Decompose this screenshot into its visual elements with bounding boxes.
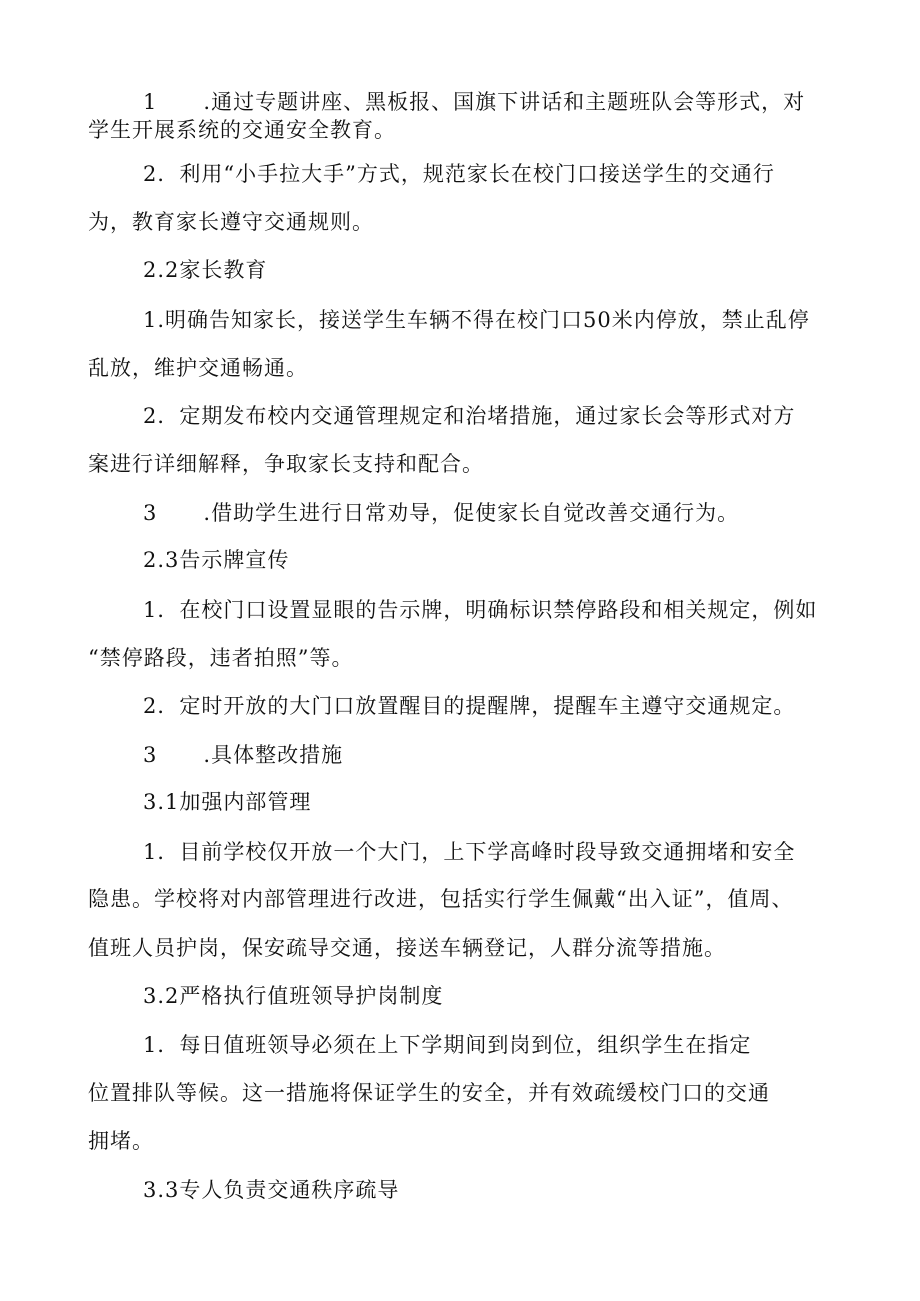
- paragraph-line: 1 .通过专题讲座、黑板报、国旗下讲话和主题班队会等形式，对: [143, 90, 806, 114]
- section-heading: 3.2严格执行值班领导护岗制度: [143, 984, 444, 1008]
- paragraph-line: 2．定期发布校内交通管理规定和治堵措施，通过家长会等形式对方: [143, 404, 796, 428]
- paragraph-line: 拥堵。: [88, 1129, 154, 1153]
- section-heading: 3.1加强内部管理: [143, 790, 312, 814]
- paragraph-line: 1．在校门口设置显眼的告示牌，明确标识禁停路段和相关规定，例如: [143, 598, 818, 622]
- paragraph-line: 1．目前学校仅开放一个大门，上下学高峰时段导致交通拥堵和安全: [143, 840, 796, 864]
- paragraph-line: “禁停路段，违者拍照”等。: [88, 646, 354, 670]
- paragraph-line: 隐患。学校将对内部管理进行改进，包括实行学生佩戴“出入证”，值周、: [88, 887, 794, 911]
- paragraph-line: 为，教育家长遵守交通规则。: [88, 210, 374, 234]
- paragraph-line: 2．利用“小手拉大手”方式，规范家长在校门口接送学生的交通行: [143, 162, 775, 186]
- section-heading: 2.3告示牌宣传: [143, 548, 290, 572]
- paragraph-line: 值班人员护岗，保安疏导交通，接送车辆登记，人群分流等措施。: [88, 936, 726, 960]
- section-heading: 3.3专人负责交通秩序疏导: [143, 1178, 400, 1202]
- section-heading: 3 .具体整改措施: [143, 743, 344, 767]
- paragraph-line: 3 .借助学生进行日常劝导，促使家长自觉改善交通行为。: [143, 501, 740, 525]
- paragraph-line: 学生开展系统的交通安全教育。: [88, 118, 396, 142]
- section-heading: 2.2家长教育: [143, 258, 268, 282]
- paragraph-line: 案进行详细解释，争取家长支持和配合。: [88, 452, 484, 476]
- paragraph-line: 位置排队等候。这一措施将保证学生的安全，并有效疏缓校门口的交通: [88, 1081, 770, 1105]
- paragraph-line: 1．每日值班领导必须在上下学期间到岗到位，组织学生在指定: [143, 1033, 752, 1057]
- paragraph-line: 1.明确告知家长，接送学生车辆不得在校门口50米内停放，禁止乱停: [143, 308, 810, 332]
- paragraph-line: 2．定时开放的大门口放置醒目的提醒牌，提醒车主遵守交通规定。: [143, 694, 796, 718]
- paragraph-line: 乱放，维护交通畅通。: [88, 356, 308, 380]
